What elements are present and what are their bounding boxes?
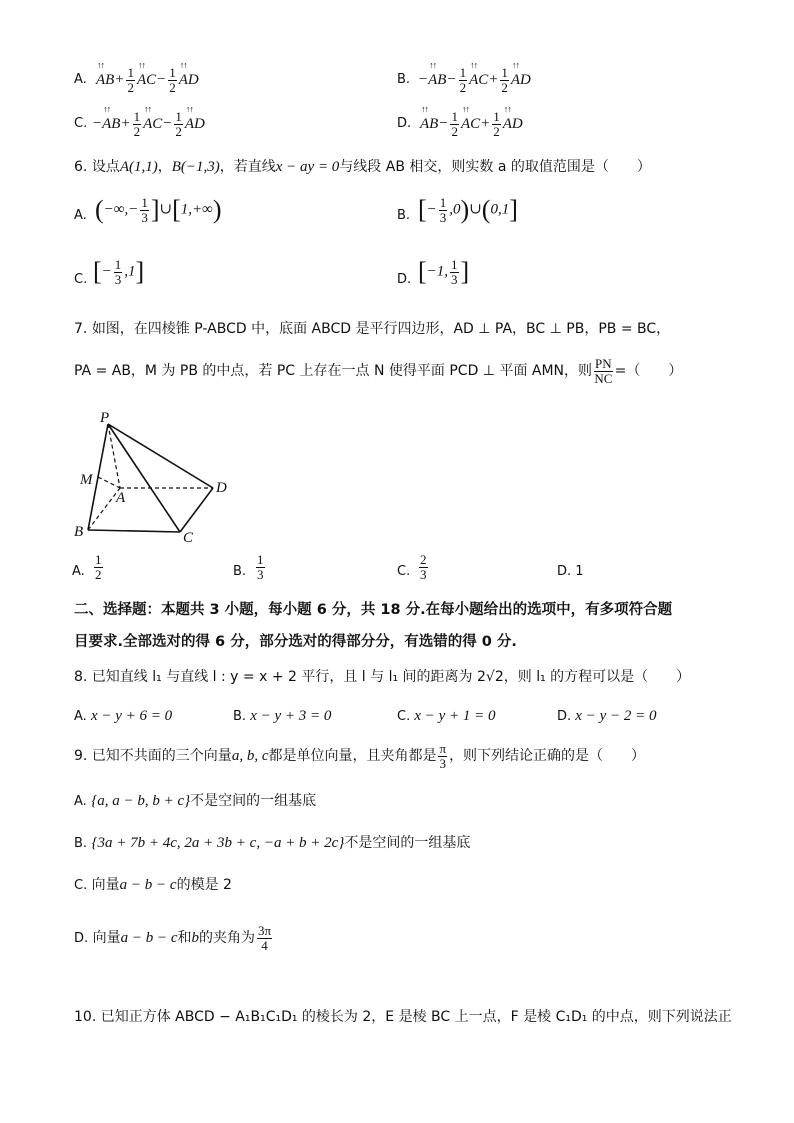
pyramid-figure [70, 408, 240, 548]
q6-option-d-expression: [−1, $\frac{1}{3}$ ] [418, 257, 470, 287]
label-m: M [80, 472, 93, 488]
q8-option-c: C. x − y + 1 = 0 [397, 708, 496, 724]
q6-option-d-label: D. [397, 272, 412, 287]
q7-line2: PA = AB，M 为 PB 的中点，若 PC 上存在一点 N 使得平面 PCD ⊥ 平面 AMN，则 $\frac{PN}{NC}$ =（ ） [74, 356, 683, 386]
q7-option-a-value: $\frac{1}{2}$ [95, 552, 102, 582]
q6-option-c-expression: [− $\frac{1}{3}$ ,1] [93, 257, 145, 287]
q7-option-b-label: B. [233, 564, 247, 579]
section2-heading-line1: 二、选择题：本题共 3 小题，每小题 6 分，共 18 分.在每小题给出的选项中，有多项符合题 [74, 602, 673, 618]
edge-pc [108, 424, 180, 532]
q9-option-a: A. {a, a − b, b + c}不是空间的一组基底 [74, 793, 317, 809]
q8-option-b: B. x − y + 3 = 0 [233, 708, 332, 724]
q9-option-c: C. 向量a − b − c的模是 2 [74, 877, 232, 893]
q5-option-c-expression: −↑↑ AB+ $\frac{1}{2}$ ↑↑ AC− $\frac{1}{2}$ ↑↑ AD [92, 110, 205, 138]
edge-bc [88, 530, 180, 532]
q5-option-a-expression: ↑↑ AB+ $\frac{1}{2}$ ↑↑ AC− $\frac{1}{2}$ ↑↑ AD [96, 66, 199, 94]
q5-option-b-label: B. [397, 72, 411, 87]
q9-stem: 9. 已知不共面的三个向量a, b, c都是单位向量，且夹角都是 $\frac{\pi}{3}$ ，则下列结论正确的是（ ） [74, 741, 646, 771]
q8-option-d: D. x − y − 2 = 0 [557, 708, 657, 724]
q5-option-d-expression: ↑↑ AB− $\frac{1}{2}$ ↑↑ AC+ $\frac{1}{2}$ ↑↑ AD [420, 110, 523, 138]
label-p: P [100, 410, 110, 426]
edge-cd [180, 488, 213, 532]
q10-stem: 10. 已知正方体 ABCD − A₁B₁C₁D₁ 的棱长为 2，E 是棱 BC 上一点，F 是棱 C₁D₁ 的中点，则下列说法正 [74, 1009, 732, 1025]
q5-option-c-label: C. [74, 116, 88, 131]
q7-option-c-label: C. [397, 564, 411, 579]
q8-stem: 8. 已知直线 l₁ 与直线 l : y = x + 2 平行，且 l 与 l₁ 间的距离为 2√2，则 l₁ 的方程可以是（ ） [74, 669, 691, 685]
label-b: B [74, 524, 84, 540]
q6-option-c-label: C. [74, 272, 88, 287]
q6-option-a-expression: (−∞,− $\frac{1}{3}$ ]∪[1,+∞) [95, 195, 222, 225]
q7-line1: 7. 如图，在四棱锥 P-ABCD 中，底面 ABCD 是平行四边形，AD ⊥ PA，BC ⊥ PB，PB = BC， [74, 321, 671, 337]
q9-option-b: B. {3a + 7b + 4c, 2a + 3b + c, −a + b + 2c}不是空间的一组基底 [74, 835, 471, 851]
q6-option-a-label: A. [74, 208, 87, 223]
q5-option-b-expression: −↑↑ AB− $\frac{1}{2}$ ↑↑ AC+ $\frac{1}{2}$ ↑↑ AD [418, 66, 531, 94]
section2-heading-line2: 目要求.全部选对的得 6 分，部分选对的得部分分，有选错的得 0 分. [74, 634, 517, 650]
label-a: A [116, 490, 126, 506]
label-c: C [183, 530, 194, 546]
q8-option-a: A. x − y + 6 = 0 [74, 708, 173, 724]
q7-option-b-value: $\frac{1}{3}$ [257, 552, 264, 582]
edge-pd [108, 424, 213, 488]
segment-ma [98, 477, 120, 488]
q7-option-a-label: A. [72, 564, 85, 579]
q5-option-a-label: A. [74, 72, 87, 87]
q7-option-c-value: $\frac{2}{3}$ [420, 552, 427, 582]
q7-option-d-label: D. 1 [557, 564, 584, 579]
q5-option-d-label: D. [397, 116, 412, 131]
q6-option-b-label: B. [397, 208, 411, 223]
q6-stem: 6. 设点A(1,1)，B(−1,3)，若直线x − ay = 0与线段 AB 相交，则实数 a 的取值范围是（ ） [74, 159, 651, 175]
q9-option-d: D. 向量a − b − c和b的夹角为 $\frac{3\pi}{4}$ [74, 923, 272, 953]
label-d: D [216, 480, 227, 496]
q6-option-b-expression: [− $\frac{1}{3}$ ,0)∪(0,1] [418, 195, 518, 225]
